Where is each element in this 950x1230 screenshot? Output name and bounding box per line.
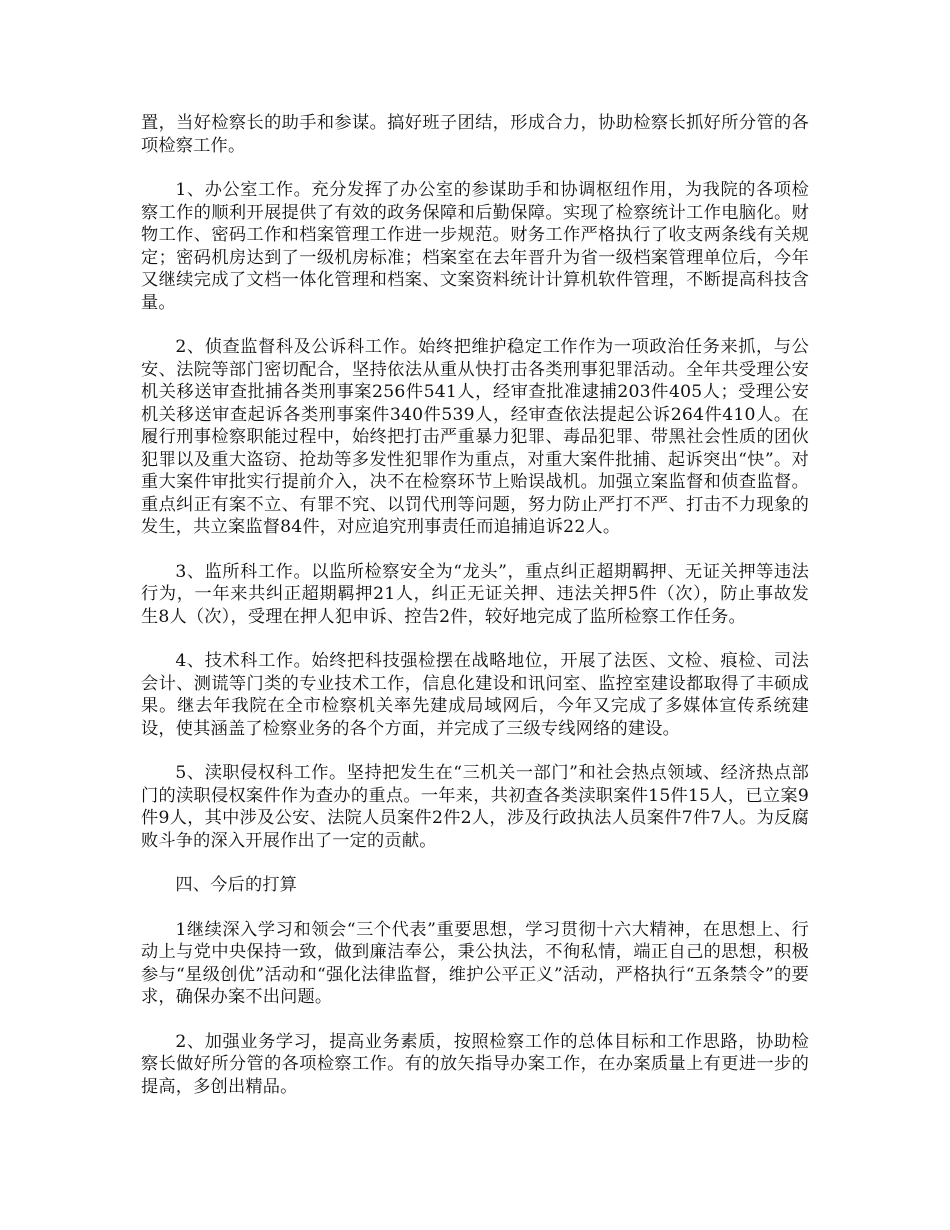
paragraph-continuation: 置，当好检察长的助手和参谋。搞好班子团结，形成合力，协助检察长抓好所分管的各项检察工作。 — [141, 113, 809, 156]
paragraph-plan-1: 1继续深入学习和领会“三个代表”重要思想，学习贯彻十六大精神，在思想上、行动上与党中央保持一致，做到廉洁奉公，秉公执法，不徇私情，端正自己的思想，积极参与“星级创优”活动和“强化法律监督，维护公平正义”活动，严格执行“五条禁令”的要求，确保办案不出问题。 — [141, 919, 809, 1007]
section-heading-future-plans: 四、今后的打算 — [175, 875, 298, 895]
paragraph-technology: 4、技术科工作。始终把科技强检摆在战略地位，开展了法医、文检、痕检、司法会计、测谎等门类的专业技术工作，信息化建设和讯问室、监控室建设都取得了丰硕成果。继去年我院在全市检察机关率先建成局域网后，今年又完成了多媒体宣传系统建设，使其涵盖了检察业务的各个方面，并完成了三级专线网络的建设。 — [141, 651, 809, 739]
paragraph-plan-2: 2、加强业务学习，提高业务素质，按照检察工作的总体目标和工作思路，协助检察长做好所分管的各项检察工作。有的放矢指导办案工作，在办案质量上有更进一步的提高，多创出精品。 — [141, 1031, 809, 1097]
paragraph-office-work: 1、办公室工作。充分发挥了办公室的参谋助手和协调枢纽作用，为我院的各项检察工作的顺利开展提供了有效的政务保障和后勤保障。实现了检察统计工作电脑化。财物工作、密码工作和档案管理工作进一步规范。财务工作严格执行了收支两条线有关规定；密码机房达到了一级机房标准；档案室在去年晋升为省一级档案管理单位后，今年又继续完成了文档一体化管理和档案、文案资料统计计算机软件管理，不断提高科技含量。 — [141, 180, 809, 313]
paragraph-prison-supervision: 3、监所科工作。以监所检察安全为“龙头”，重点纠正超期羁押、无证关押等违法行为，一年来共纠正超期羁押21人，纠正无证关押、违法关押5件（次），防止事故发生8人（次），受理在押人犯申诉、控告2件，较好地完成了监所检察工作任务。 — [141, 561, 809, 627]
document-page — [141, 112, 809, 1120]
paragraph-dereliction-rights: 5、渎职侵权科工作。坚持把发生在“三机关一部门”和社会热点领域、经济热点部门的渎职侵权案件作为查办的重点。一年来，共初查各类渎职案件15件15人，已立案9件9人，其中涉及公安、法院人员案件2件2人，涉及行政执法人员案件7件7人。为反腐败斗争的深入开展作出了一定的贡献。 — [141, 763, 809, 851]
paragraph-investigation-prosecution: 2、侦查监督科及公诉科工作。始终把维护稳定工作作为一项政治任务来抓，与公安、法院等部门密切配合，坚持依法从重从快打击各类刑事犯罪活动。全年共受理公安机关移送审查批捕各类刑事案256件541人，经审查批准逮捕203件405人；受理公安机关移送审查起诉各类刑事案件340件539人，经审查依法提起公诉264件410人。在履行刑事检察职能过程中，始终把打击严重暴力犯罪、毒品犯罪、带黑社会性质的团伙犯罪以及重大盗窃、抢劫等多发性犯罪作为重点，对重大案件批捕、起诉突出“快”。对重大案件审批实行提前介入，决不在检察环节上贻误战机。加强立案监督和侦查监督。重点纠正有案不立、有罪不究、以罚代刑等问题，努力防止严打不严、打击不力现象的发生，共立案监督84件，对应追究刑事责任而追捕追诉22人。 — [141, 337, 809, 537]
